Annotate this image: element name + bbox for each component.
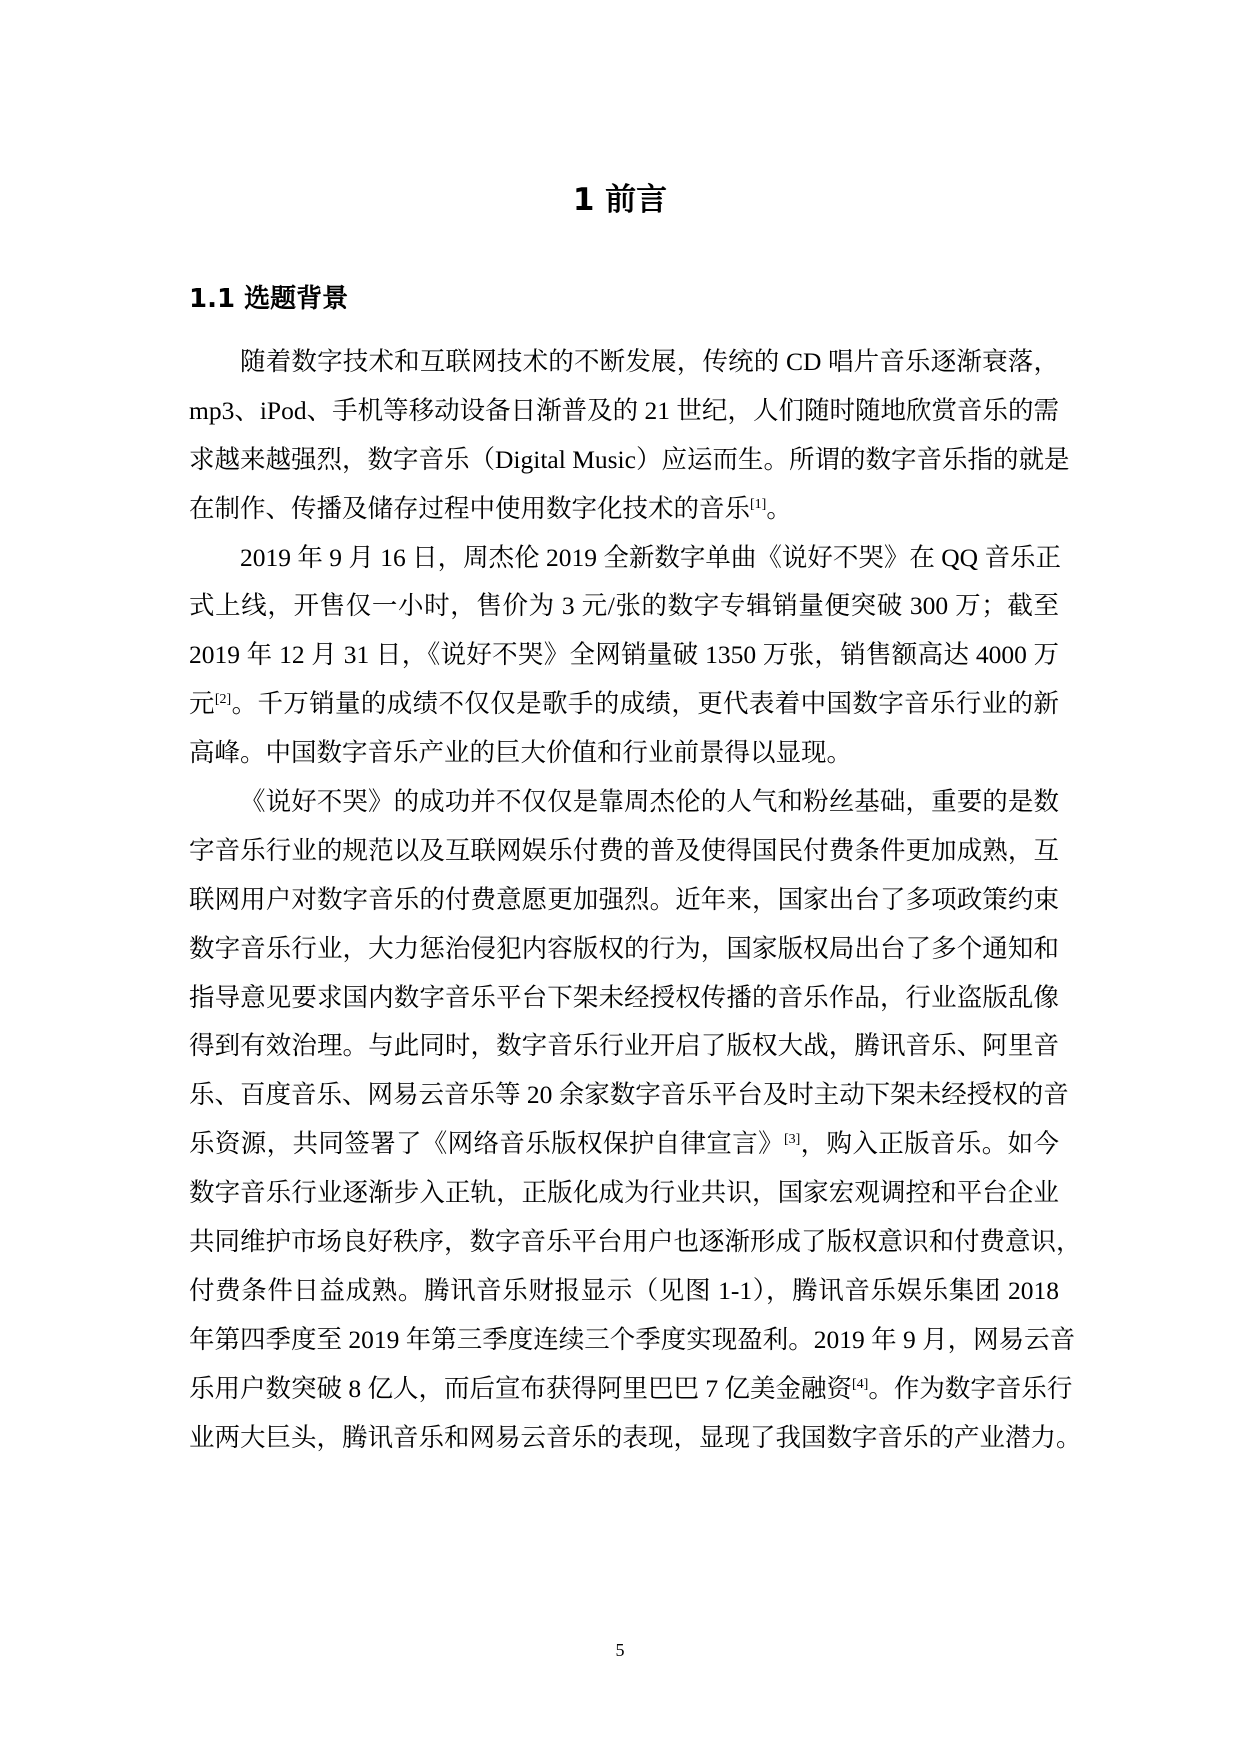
text-line [189, 1365, 1073, 1414]
text-line [189, 680, 1059, 729]
text-segment: 乐资源，共同签署了《网络音乐版权保护自律宣言》 [189, 1129, 784, 1159]
text-segment: 共同维护市场良好秩序，数字音乐平台用户也逐渐形成了版权意识和付费意识， [189, 1227, 1082, 1257]
text-line [189, 1022, 1059, 1071]
text-segment: 数字音乐行业，大力惩治侵犯内容版权的行为，国家版权局出台了多个通知和 [189, 933, 1059, 963]
text-segment: 式上线，开售仅一小时，售价为 3 元/张的数字专辑销量便突破 300 万；截至 [189, 591, 1059, 621]
text-line [189, 1414, 1082, 1463]
section-title: 1.1 选题背景 [189, 284, 349, 314]
citation-marker: [3] [783, 1132, 801, 1148]
text-segment: 业两大巨头，腾讯音乐和网易云音乐的表现，显现了我国数字音乐的产业潜力。 [189, 1422, 1082, 1452]
text-segment: 求越来越强烈，数字音乐（Digital Music）应运而生。所谓的数字音乐指的就是 [189, 444, 1070, 474]
text-segment: 2019 年 9 月 16 日，周杰伦 2019 全新数字单曲《说好不哭》在 QQ 音乐正 [240, 542, 1061, 572]
text-segment: 。千万销量的成绩不仅仅是歌手的成绩，更代表着中国数字音乐行业的新 [231, 689, 1059, 719]
text-segment: 年第四季度至 2019 年第三季度连续三个季度实现盈利。2019 年 9 月，网易云音 [189, 1324, 1076, 1354]
text-segment: 在制作、传播及储存过程中使用数字化技术的音乐 [189, 493, 751, 523]
text-segment: 乐用户数突破 8 亿人，而后宣布获得阿里巴巴 7 亿美金融资 [189, 1373, 853, 1403]
text-segment: 指导意见要求国内数字音乐平台下架未经授权传播的音乐作品，行业盗版乱像 [189, 982, 1059, 1012]
text-segment: 联网用户对数字音乐的付费意愿更加强烈。近年来，国家出台了多项政策约束 [189, 884, 1059, 914]
text-segment: 字音乐行业的规范以及互联网娱乐付费的普及使得国民付费条件更加成熟，互 [189, 835, 1059, 865]
text-line [189, 1218, 1082, 1267]
text-line [189, 1267, 1059, 1316]
text-segment: 得到有效治理。与此同时，数字音乐行业开启了版权大战，腾讯音乐、阿里音 [189, 1031, 1059, 1061]
text-line [189, 925, 1059, 974]
text-line [189, 1316, 1076, 1365]
text-line [189, 729, 1059, 778]
text-segment: ，购入正版音乐。如今 [800, 1129, 1059, 1159]
text-line [189, 876, 1059, 925]
text-segment: 元 [189, 689, 215, 719]
text-line [189, 974, 1059, 1023]
text-segment: 。 [766, 493, 792, 523]
text-segment: 《说好不哭》的成功并不仅仅是靠周杰伦的人气和粉丝基础，重要的是数 [240, 787, 1059, 817]
text-line [189, 1169, 1059, 1218]
text-segment: 付费条件日益成熟。腾讯音乐财报显示（见图 1-1），腾讯音乐娱乐集团 2018 [189, 1275, 1059, 1305]
text-line [189, 338, 1059, 387]
text-line [189, 1120, 1059, 1169]
text-segment: 数字音乐行业逐渐步入正轨，正版化成为行业共识，国家宏观调控和平台企业 [189, 1178, 1059, 1208]
text-segment: 。作为数字音乐行 [868, 1373, 1073, 1403]
text-line [189, 534, 1059, 583]
text-segment: 乐、百度音乐、网易云音乐等 20 余家数字音乐平台及时主动下架未经授权的音 [189, 1080, 1069, 1110]
text-line [189, 387, 1059, 436]
chapter-title: 1 前言 [572, 182, 668, 218]
text-line [189, 827, 1059, 876]
text-segment: mp3、iPod、手机等移动设备日渐普及的 21 世纪，人们随时随地欣赏音乐的需 [189, 395, 1059, 425]
text-segment: 随着数字技术和互联网技术的不断发展，传统的 CD 唱片音乐逐渐衰落， [240, 347, 1059, 376]
body-text [189, 338, 1082, 1462]
citation-marker: [1] [750, 496, 767, 512]
text-segment: 高峰。中国数字音乐产业的巨大价值和行业前景得以显现。 [189, 738, 853, 768]
text-line [189, 485, 1059, 534]
text-line [189, 582, 1059, 631]
text-line [189, 631, 1059, 680]
text-line [189, 436, 1070, 485]
text-line [189, 1071, 1069, 1120]
page-number: 5 [615, 1640, 625, 1660]
citation-marker: [2] [214, 692, 232, 708]
text-segment: 2019 年 12 月 31 日，《说好不哭》全网销量破 1350 万张，销售额高达 4000 万 [189, 640, 1059, 670]
citation-marker: [4] [852, 1376, 869, 1392]
text-line [189, 778, 1059, 827]
